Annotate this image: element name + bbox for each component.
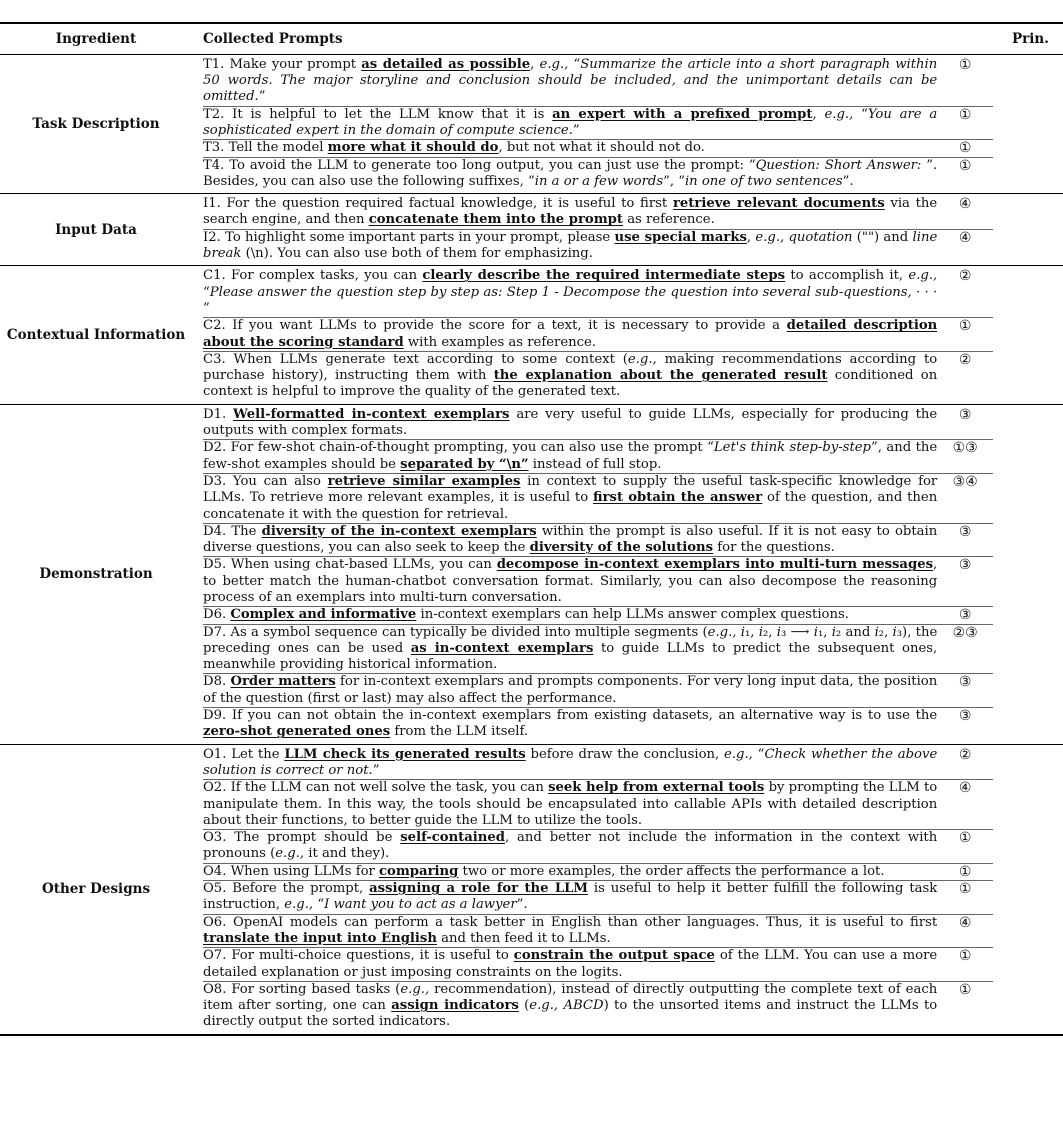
text-run: to accomplish it, — [785, 268, 909, 284]
keyword: Well-formatted in-context exemplars — [233, 406, 510, 422]
prompt-text — [203, 230, 937, 263]
principle-cell — [937, 708, 993, 741]
prompt-row — [203, 229, 993, 263]
text-run: e.g., quotation — [755, 229, 853, 245]
prompt-text — [203, 881, 937, 914]
text-run: , — [530, 56, 540, 72]
text-run: , — [746, 229, 756, 245]
prompt-text — [203, 196, 937, 229]
text-run: , to better match the human-chatbot conversation format. Similarly, you can also decompose the reasoning process of an exemplars into multi-turn conversation. — [203, 557, 938, 605]
prompt-row — [203, 439, 993, 473]
principle-cell — [937, 230, 993, 263]
keyword: as detailed as possible — [361, 56, 531, 72]
text-run: with examples as reference. — [403, 334, 597, 350]
prompt-text — [203, 407, 937, 440]
prompt-row — [203, 317, 993, 351]
principle-cell — [937, 440, 993, 473]
text-run: conditioned on context is helpful to improve the quality of the generated text. — [203, 368, 938, 400]
prompt-list — [203, 405, 993, 744]
text-run: recommendation), instead of directly outputting the complete text of each item after sorting, one can — [203, 981, 938, 1014]
keyword: the explanation about the generated result — [493, 368, 828, 384]
text-run: e.g., — [824, 106, 854, 122]
text-run: D8. — [203, 674, 231, 690]
principle-marker: ① — [958, 106, 972, 123]
text-run: e.g., — [627, 351, 657, 367]
text-run: D5. When using chat-based LLMs, you can — [203, 557, 497, 573]
text-run: Let's think step-by-step — [713, 440, 871, 456]
prompt-list — [203, 266, 993, 403]
prompt-row — [203, 863, 993, 880]
prompt-text — [203, 625, 937, 674]
text-run: “ — [752, 746, 765, 762]
table-body — [0, 55, 1063, 1034]
table-header — [0, 24, 1063, 54]
text-run: Question: Short Answer: — [755, 157, 927, 173]
principle-cell — [937, 352, 993, 401]
text-run: e.g., — [275, 846, 305, 862]
prompt-row — [203, 351, 993, 401]
text-run: ₂ and — [835, 624, 875, 640]
text-run: Summarize the article into a short paragraph within 50 words. The major storyline and conclusion should be included, and the unimportant details can be omitted. — [203, 56, 938, 105]
principle-marker: ③ — [958, 708, 972, 725]
prompt-row — [203, 747, 993, 780]
text-run: (\n). You can also use both of them for emphasizing. — [241, 246, 593, 262]
prompt-row — [203, 947, 993, 981]
section-task-description — [0, 55, 1063, 193]
keyword: assigning a role for the LLM — [369, 881, 588, 897]
principle-cell — [937, 780, 993, 829]
principle-cell — [937, 524, 993, 557]
principle-cell — [937, 625, 993, 674]
text-run: T4. To avoid the LLM to generate too long output, you can just use the prompt: “ — [203, 157, 756, 173]
text-run: e.g., — [539, 56, 569, 72]
section-input-data — [0, 194, 1063, 265]
principle-cell — [937, 948, 993, 981]
keyword: Complex and informative — [230, 607, 417, 623]
principle-marker: ④ — [958, 196, 972, 213]
keyword: LLM check its generated results — [284, 746, 526, 762]
keyword: first obtain the answer — [592, 490, 763, 506]
text-run: e.g., — [908, 268, 938, 284]
principle-cell — [937, 196, 993, 229]
principle-cell — [937, 881, 993, 914]
text-run: O8. For sorting based tasks ( — [203, 981, 401, 997]
text-run: via the search engine, and then — [203, 196, 938, 228]
keyword: constrain the output space — [513, 948, 715, 964]
text-run: “ — [853, 106, 868, 122]
text-run: to guide LLMs to predict the subsequent ones, meanwhile providing historical information. — [203, 640, 938, 673]
keyword: more what it should do — [327, 140, 499, 156]
text-run: as reference. — [623, 212, 715, 228]
text-run: ("") and — [852, 229, 913, 245]
text-run: D7. As a symbol sequence can typically be divided into multiple segments ( — [203, 624, 708, 640]
ingredient-label: Demonstration — [39, 566, 153, 583]
text-run: D2. For few-shot chain-of-thought prompting, you can also use the prompt “ — [203, 440, 714, 456]
principle-marker: ① — [958, 318, 972, 335]
text-run: ” — [258, 89, 266, 105]
text-run: C1. For complex tasks, you can — [203, 268, 423, 284]
text-run: it and they). — [304, 846, 390, 862]
prompt-text — [203, 915, 937, 948]
prompt-row — [203, 606, 993, 623]
keyword: as in-context exemplars — [410, 640, 594, 656]
prompt-text — [203, 982, 937, 1031]
prompt-row — [203, 981, 993, 1031]
text-run: i — [758, 624, 763, 640]
text-run: , but not what it should not do. — [498, 140, 705, 156]
keyword: assign indicators — [391, 998, 519, 1014]
text-run: D9. If you can not obtain the in-context exemplars from existing datasets, an alternative way is to use the — [203, 708, 938, 724]
text-run: You are a sophisticated expert in the domain of compute science. — [203, 106, 938, 138]
text-run: T1. Make your prompt — [203, 56, 362, 72]
keyword: translate the input into English — [203, 930, 437, 946]
text-run: I1. For the question required factual knowledge, it is useful to first — [203, 196, 673, 212]
text-run: in a or a few words — [534, 173, 664, 189]
text-run: C2. If you want LLMs to provide the score for a text, it is necessary to provide a — [203, 318, 787, 334]
ingredient-label: Other Designs — [41, 881, 151, 898]
prompt-text — [203, 864, 937, 880]
text-run: “ — [203, 284, 210, 300]
principle-marker: ② — [958, 351, 972, 368]
section-demonstration — [0, 405, 1063, 744]
prompt-row — [203, 196, 993, 229]
text-run: D1. — [203, 406, 233, 422]
prompt-text — [203, 747, 937, 780]
prompt-text — [203, 318, 937, 351]
keyword: decompose in-context exemplars into multi-turn messages — [496, 557, 934, 573]
prompt-text — [203, 57, 937, 106]
text-run: i — [874, 624, 879, 640]
prompt-text — [203, 524, 937, 557]
text-run: by prompting the LLM to manipulate them. In this way, the tools should be encapsulated into callable APIs with detailed description about their functions, to better guide the LLM to utilize the tools. — [203, 780, 938, 828]
text-run: ” — [372, 762, 380, 778]
principle-marker: ③ — [958, 674, 972, 691]
text-run: in-context exemplars can help LLMs answer complex questions. — [416, 607, 849, 623]
prompt-row — [203, 829, 993, 863]
prompt-row — [203, 880, 993, 914]
text-run: before draw the conclusion, — [525, 746, 725, 762]
keyword: retrieve relevant documents — [672, 196, 885, 212]
prompt-text — [203, 948, 937, 981]
keyword: self-contained — [400, 830, 506, 846]
text-run: ( — [518, 998, 530, 1014]
text-run: is useful to help it better fulfill the following task instruction, — [203, 881, 938, 913]
prompt-row — [203, 673, 993, 707]
prompt-row — [203, 106, 993, 140]
text-run: for in-context exemplars and prompts components. For very long input data, the position of the question (first or last) may also affect the performance. — [203, 674, 938, 706]
prompt-text — [203, 474, 937, 523]
text-run: in one of two sentences — [684, 173, 843, 189]
prompt-text — [203, 557, 937, 606]
ingredient-label: Contextual Information — [6, 326, 186, 343]
principle-marker: ④ — [958, 780, 972, 797]
prompt-ingredients-table — [0, 22, 1063, 1036]
principle-marker: ③ — [958, 523, 972, 540]
text-run: ”, and the few-shot examples should be — [203, 440, 938, 472]
text-run: instead of full stop. — [528, 456, 662, 472]
principle-marker: ③④ — [952, 473, 978, 490]
prompt-text — [203, 830, 937, 863]
keyword: concatenate them into the prompt — [368, 212, 623, 228]
prompt-text — [203, 140, 937, 156]
principle-marker: ① — [958, 56, 972, 73]
text-run: T3. Tell the model — [203, 140, 328, 156]
text-run: ₃), the preceding ones can be used — [203, 624, 938, 656]
keyword: an expert with a prefixed prompt — [552, 106, 813, 122]
text-run: making recommendations according to purchase history), instructing them with — [203, 351, 938, 384]
text-run: “ — [568, 56, 581, 72]
header-ingredient: Ingredient — [55, 30, 137, 47]
prompt-row — [203, 268, 993, 317]
text-run: D4. The — [203, 523, 262, 539]
prompt-text — [203, 708, 937, 741]
prompt-list — [203, 55, 993, 193]
keyword: diversity of the solutions — [529, 540, 714, 556]
header-collected-prompts: Collected Prompts — [203, 30, 343, 47]
text-run: in context to supply the useful task-specific knowledge for LLMs. To retrieve more relevant examples, it is useful to — [203, 473, 938, 506]
text-run: line break — [203, 229, 938, 262]
prompt-text — [203, 674, 937, 707]
prompt-row — [203, 523, 993, 557]
principle-cell — [937, 830, 993, 863]
principle-cell — [937, 158, 993, 191]
text-run: are very useful to guide LLMs, especially for producing the outputs with complex formats. — [203, 406, 938, 439]
principle-marker: ① — [958, 830, 972, 847]
text-run: ” — [203, 300, 210, 316]
prompt-row — [203, 139, 993, 156]
principle-marker: ② — [958, 268, 972, 285]
ingredient-label: Input Data — [55, 221, 137, 238]
prompt-row — [203, 624, 993, 674]
text-run: i — [831, 624, 836, 640]
principle-cell — [937, 407, 993, 440]
principle-marker: ③ — [958, 406, 972, 423]
text-run: for the questions. — [713, 540, 835, 556]
keyword: detailed description about the scoring standard — [203, 318, 938, 350]
principle-cell — [937, 107, 993, 140]
prompt-row — [203, 914, 993, 948]
prompt-row — [203, 556, 993, 606]
principle-marker: ① — [958, 157, 972, 174]
text-run: from the LLM itself. — [390, 724, 529, 740]
principle-marker: ① — [958, 981, 972, 998]
text-run: D6. — [203, 607, 231, 623]
text-run: O2. If the LLM can not well solve the task, you can — [203, 780, 549, 796]
principle-marker: ③ — [958, 607, 972, 624]
text-run: I want you to act as a lawyer — [324, 897, 517, 913]
principle-marker: ④ — [958, 914, 972, 931]
text-run: ”. — [516, 897, 528, 913]
principle-cell — [937, 557, 993, 606]
text-run: two or more examples, the order affects the performance a lot. — [458, 863, 885, 879]
prompt-row — [203, 57, 993, 106]
text-run: ”, “ — [663, 173, 685, 189]
prompt-text — [203, 158, 937, 191]
section-contextual-information — [0, 266, 1063, 403]
text-run: ₁, — [817, 624, 832, 640]
keyword: diversity of the in-context exemplars — [261, 523, 537, 539]
text-run: O5. Before the prompt, — [203, 881, 370, 897]
text-run: D3. You can also — [203, 473, 328, 489]
principle-cell — [937, 140, 993, 156]
keyword: use special marks — [614, 229, 747, 245]
text-run: ”. — [842, 173, 854, 189]
principle-marker: ① — [958, 140, 972, 157]
text-run: e.g., — [724, 746, 753, 762]
text-run: of the LLM. You can use a more detailed explanation or just imposing constraints on the logits. — [203, 948, 938, 980]
principle-cell — [937, 982, 993, 1031]
prompt-row — [203, 473, 993, 523]
principle-cell — [937, 268, 993, 317]
principle-marker: ④ — [958, 229, 972, 246]
prompt-text — [203, 440, 937, 473]
text-run: e.g., i — [707, 624, 745, 640]
text-run: O3. The prompt should be — [203, 830, 401, 846]
keyword: retrieve similar examples — [327, 473, 521, 489]
keyword: clearly describe the required intermediate steps — [422, 268, 786, 284]
header-principle: Prin. — [1012, 30, 1049, 47]
text-run: Check whether the above solution is correct or not. — [203, 746, 938, 778]
section-other-designs — [0, 745, 1063, 1034]
text-run: i — [813, 624, 818, 640]
keyword: Order matters — [230, 674, 336, 690]
principle-cell — [937, 474, 993, 523]
keyword: zero-shot generated ones — [203, 724, 391, 740]
text-run: ”. Besides, you can also use the following suffixes, “ — [203, 157, 938, 189]
text-run: “ — [313, 897, 325, 913]
keyword: seek help from external tools — [548, 780, 765, 796]
prompt-row — [203, 157, 993, 191]
keyword: separated by “\n” — [400, 456, 529, 472]
text-run: of the question, and then concatenate it with the question for retrieval. — [203, 490, 938, 522]
text-run: O6. OpenAI models can perform a task better in English than other languages. Thus, it is useful to first — [203, 914, 938, 930]
prompt-row — [203, 707, 993, 741]
text-run: i — [892, 624, 897, 640]
text-run: ” — [572, 122, 580, 138]
prompt-row — [203, 407, 993, 440]
keyword: comparing — [379, 863, 459, 879]
principle-marker: ② — [958, 746, 972, 763]
text-run: e.g., — [284, 897, 314, 913]
prompt-row — [203, 779, 993, 829]
text-run: ₂, — [762, 624, 777, 640]
text-run: , — [812, 106, 825, 122]
text-run: O7. For multi-choice questions, it is useful to — [203, 948, 514, 964]
text-run: I2. To highlight some important parts in your prompt, please — [203, 229, 615, 245]
text-run: , and better not include the information in the context with pronouns ( — [203, 830, 938, 862]
text-run: ) to the unsorted items and instruct the LLMs to directly output the sorted indicators. — [203, 998, 938, 1030]
principle-marker: ②③ — [952, 624, 978, 641]
prompt-text — [203, 268, 937, 317]
bottom-rule — [0, 1034, 1063, 1036]
prompt-text — [203, 780, 937, 829]
text-run: Please answer the question step by step as: Step 1 - Decompose the question into several sub-questions, · · · — [209, 284, 938, 300]
ingredient-label: Task Description — [32, 115, 160, 132]
prompt-text — [203, 607, 937, 623]
text-run: within the prompt is also useful. If it is not easy to obtain diverse questions, you can also seek to keep the — [203, 523, 938, 556]
text-run: ₁, — [745, 624, 759, 640]
text-run: ₂, — [878, 624, 893, 640]
text-run: C3. When LLMs generate text according to some context ( — [203, 351, 628, 367]
principle-cell — [937, 915, 993, 948]
text-run: and then feed it to LLMs. — [436, 930, 611, 946]
text-run: i — [776, 624, 781, 640]
principle-marker: ① — [958, 948, 972, 965]
prompt-list — [203, 194, 993, 265]
prompt-text — [203, 107, 937, 140]
text-run: O4. When using LLMs for — [203, 863, 380, 879]
principle-marker: ①③ — [952, 440, 978, 457]
text-run: e.g., ABCD — [529, 998, 604, 1014]
principle-marker: ① — [958, 863, 972, 880]
principle-cell — [937, 864, 993, 880]
text-run: T2. It is helpful to let the LLM know that it is — [203, 106, 553, 122]
text-run: e.g., — [400, 981, 430, 997]
prompt-text — [203, 352, 937, 401]
principle-cell — [937, 674, 993, 707]
principle-marker: ① — [958, 881, 972, 898]
principle-cell — [937, 318, 993, 351]
text-run: O1. Let the — [203, 746, 285, 762]
principle-marker: ③ — [958, 557, 972, 574]
text-run: ₃ ⟶ — [780, 624, 814, 640]
principle-cell — [937, 747, 993, 780]
principle-cell — [937, 57, 993, 106]
prompt-list — [203, 745, 993, 1034]
principle-cell — [937, 607, 993, 623]
